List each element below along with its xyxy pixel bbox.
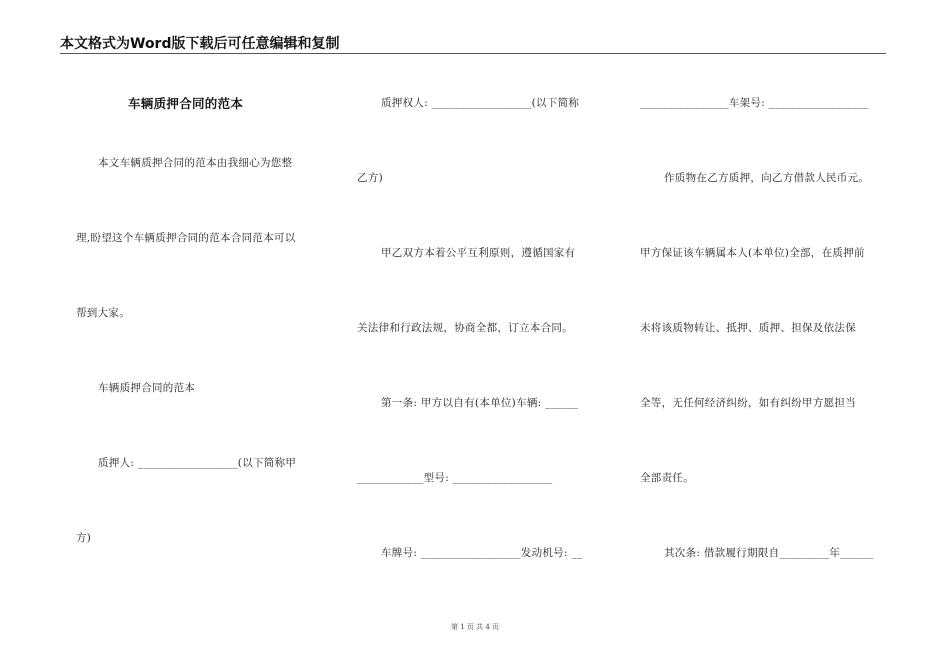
body-line: 车牌号: __________________发动机号: __ xyxy=(381,547,583,559)
text-column-1 xyxy=(76,60,326,620)
body-line: 本文车辆质押合同的范本由我细心为您整 xyxy=(98,157,293,169)
body-line: 质押人: __________________(以下简称甲 xyxy=(98,457,297,469)
body-line: ________________车架号: __________________ xyxy=(640,97,869,109)
body-line: 乙方) xyxy=(357,172,383,184)
body-line: ____________型号: __________________ xyxy=(357,472,553,484)
document-header: 本文格式为Word版下载后可任意编辑和复制 xyxy=(60,36,340,52)
document-title: 车辆质押合同的范本 xyxy=(128,96,244,111)
body-line: 未将该质物转让、抵押、质押、担保及依法保 xyxy=(640,322,856,334)
page-number: 第 1 页 共 4 页 xyxy=(450,623,500,631)
body-line: 关法律和行政法规，协商全都，订立本合同。 xyxy=(357,322,573,334)
body-line: 甲乙双方本着公平互利原则，遵循国家有 xyxy=(381,247,576,259)
body-line: 其次条: 借款履行期限自_________年______ xyxy=(664,547,874,559)
body-line: 质押权人: __________________(以下简称 xyxy=(381,97,580,109)
text-column-3 xyxy=(640,60,890,620)
body-line: 全部责任。 xyxy=(640,472,694,484)
body-line: 方) xyxy=(76,532,92,544)
body-line: 帮到大家。 xyxy=(76,307,130,319)
header-divider xyxy=(60,53,886,54)
section-heading: 车辆质押合同的范本 xyxy=(98,382,196,394)
body-line: 全等，无任何经济纠纷，如有纠纷甲方愿担当 xyxy=(640,397,856,409)
body-line: 甲方保证该车辆属本人(本单位)全部，在质押前 xyxy=(640,247,865,259)
body-line: 作质物在乙方质押，向乙方借款人民币元。 xyxy=(664,172,870,184)
body-line: 理,盼望这个车辆质押合同的范本合同范本可以 xyxy=(76,232,296,244)
body-line: 第一条: 甲方以自有(本单位)车辆: ______ xyxy=(381,397,579,409)
text-column-2 xyxy=(357,60,607,620)
